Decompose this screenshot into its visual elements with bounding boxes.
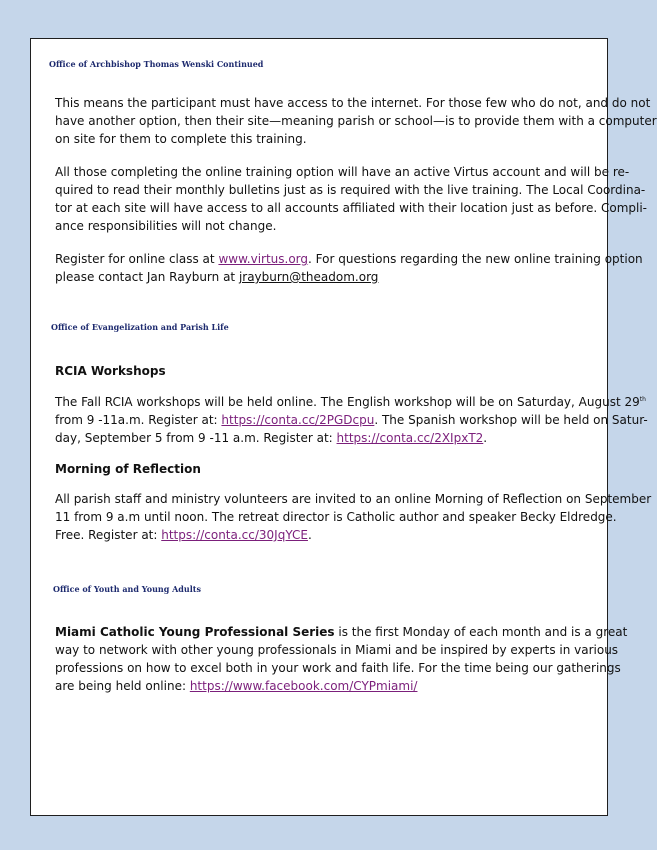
text-line xyxy=(55,268,643,286)
spanish-register-link[interactable]: https://conta.cc/2XIpxT2 xyxy=(336,431,484,445)
text-fragment: Free. Register at: xyxy=(55,528,162,542)
text-fragment: The Fall RCIA workshops will be held online. The English workshop will be on Saturday, August 29 xyxy=(55,395,640,409)
text-fragment: Register for online class at xyxy=(55,252,219,266)
text-line: All parish staff and ministry volunteers are invited to an online Morning of Reflection on September xyxy=(55,492,652,506)
text-line: quired to read their monthly bulletins just as is required with the live training. The Local Coordina- xyxy=(55,183,646,197)
heading-rcia-workshops: RCIA Workshops xyxy=(55,364,166,378)
series-name: Miami Catholic Young Professional Series xyxy=(55,625,335,639)
paragraph-internet-access xyxy=(55,94,657,148)
office-heading-evangelization: Office of Evangelization and Parish Life xyxy=(51,322,229,332)
text-line: ance responsibilities will not change. xyxy=(55,219,277,233)
text-line: This means the participant must have access to the internet. For those few who do not, and do not xyxy=(55,96,651,110)
text-line xyxy=(55,411,648,429)
text-fragment: . The Spanish workshop will be held on Satur- xyxy=(374,413,648,427)
text-fragment: day, September 5 from 9 -11 a.m. Register at: xyxy=(55,431,337,445)
text-line xyxy=(55,623,627,641)
email-link[interactable]: jrayburn@theadom.org xyxy=(238,270,379,284)
text-line: have another option, then their site—meaning parish or school—is to provide them with a computer xyxy=(55,114,657,128)
text-fragment: . xyxy=(307,528,312,542)
text-line xyxy=(55,393,648,411)
reflection-register-link[interactable]: https://conta.cc/30JqYCE xyxy=(161,528,308,542)
document-page xyxy=(30,38,657,816)
text-line xyxy=(55,677,627,695)
virtus-link[interactable]: www.virtus.org xyxy=(218,252,309,266)
text-fragment: from 9 -11a.m. Register at: xyxy=(55,413,222,427)
text-line: on site for them to complete this training. xyxy=(55,132,307,146)
text-line: professions on how to excel both in your work and faith life. For the time being our gatherings xyxy=(55,661,621,675)
office-heading-archbishop: Office of Archbishop Thomas Wenski Continued xyxy=(49,59,264,69)
text-fragment: . xyxy=(483,431,488,445)
text-fragment: . For questions regarding the new online training option xyxy=(308,252,643,266)
text-fragment: is the first Monday of each month and is a great xyxy=(334,625,628,639)
text-fragment: are being held online: xyxy=(55,679,190,693)
paragraph-register-virtus xyxy=(55,250,643,286)
text-fragment: please contact Jan Rayburn at xyxy=(55,270,239,284)
text-line: tor at each site will have access to all accounts affiliated with their location just as before. Compli- xyxy=(55,201,647,215)
text-line xyxy=(55,250,643,268)
paragraph-virtus-account xyxy=(55,163,647,235)
text-line: 11 from 9 a.m until noon. The retreat director is Catholic author and speaker Becky Eldredge. xyxy=(55,510,617,524)
paragraph-reflection xyxy=(55,490,651,544)
text-line xyxy=(55,526,651,544)
heading-morning-of-reflection: Morning of Reflection xyxy=(55,462,201,476)
text-line: All those completing the online training option will have an active Virtus account and will be re- xyxy=(55,165,630,179)
paragraph-young-professionals xyxy=(55,623,627,695)
text-line: way to network with other young professionals in Miami and be inspired by experts in various xyxy=(55,643,619,657)
english-register-link[interactable]: https://conta.cc/2PGDcpu xyxy=(221,413,375,427)
text-line xyxy=(55,429,648,447)
paragraph-rcia xyxy=(55,393,648,447)
superscript: th xyxy=(639,396,646,403)
office-heading-youth: Office of Youth and Young Adults xyxy=(53,584,201,594)
facebook-link[interactable]: https://www.facebook.com/CYPmiami/ xyxy=(189,679,418,693)
